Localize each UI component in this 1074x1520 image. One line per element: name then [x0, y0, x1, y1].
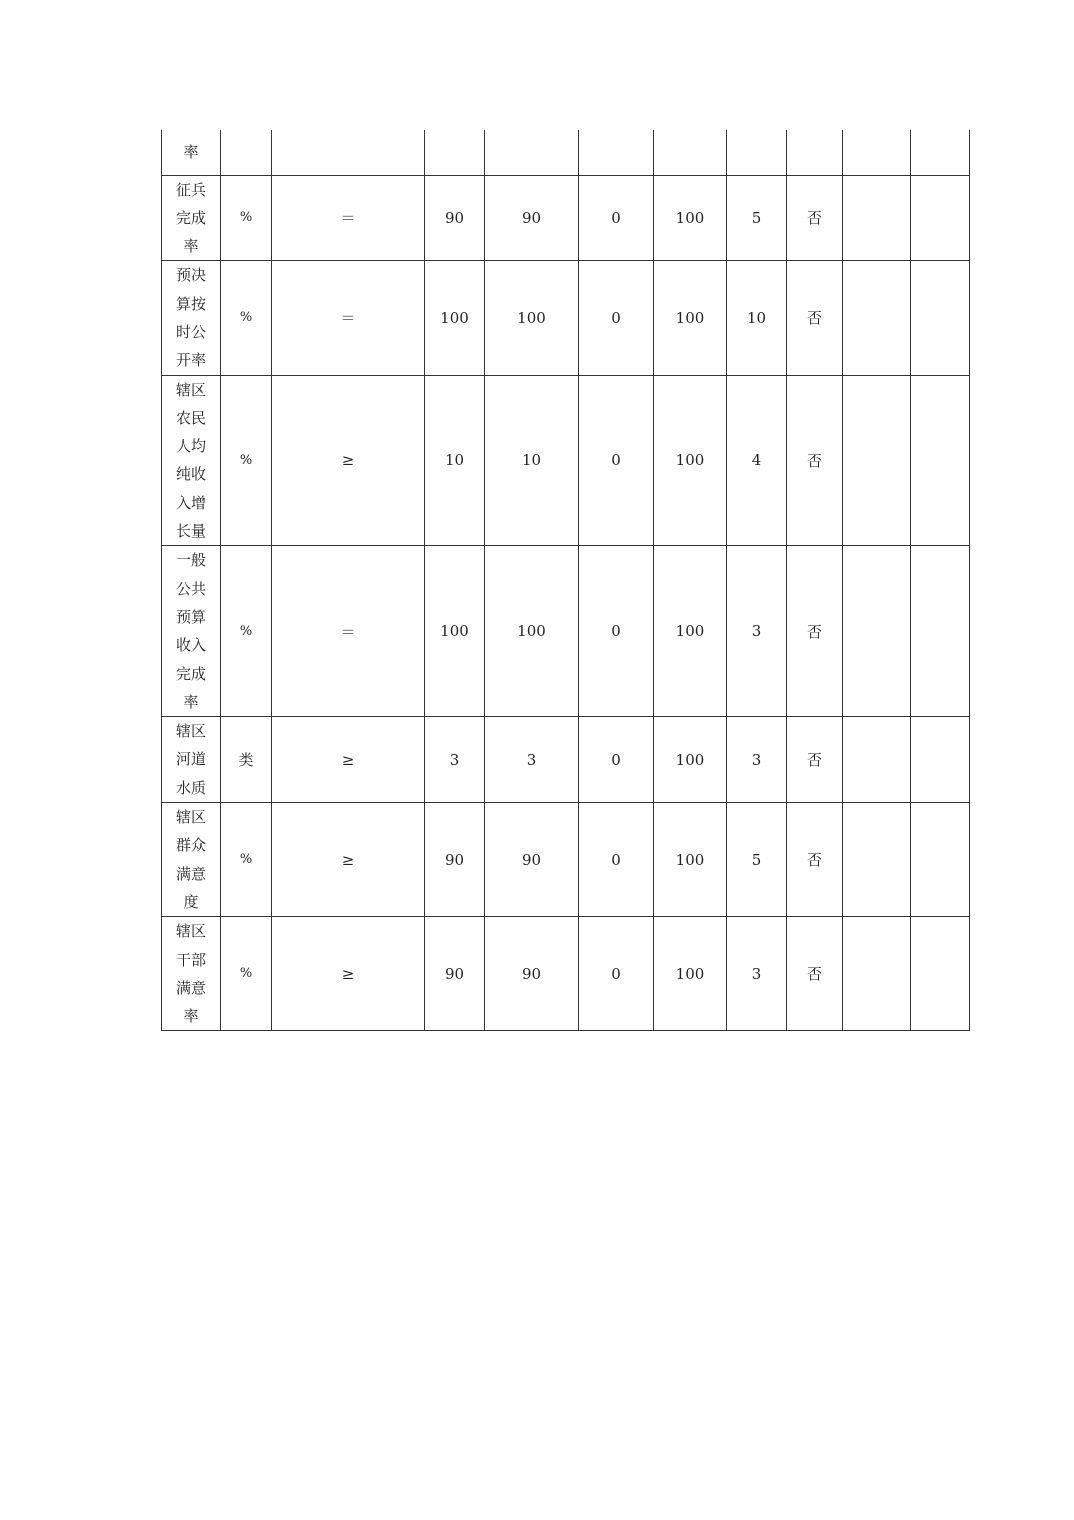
- comparator-cell: ≥: [272, 375, 425, 546]
- indicator-name-line: 河道: [175, 750, 206, 769]
- indicator-name-line: 水质: [175, 778, 206, 797]
- empty-cell: [843, 261, 911, 375]
- deviation-cell: 0: [579, 175, 654, 261]
- comparator-cell: ＝: [272, 261, 425, 375]
- completion-cell: 100: [654, 175, 727, 261]
- target-value-cell: 90: [425, 175, 485, 261]
- weight-cell: 3: [727, 717, 787, 803]
- indicator-name-line: 辖区: [175, 808, 206, 827]
- indicator-name-line: 人均: [175, 437, 206, 456]
- table-row: [162, 803, 970, 917]
- comparator-cell: ＝: [272, 546, 425, 717]
- comparator-cell: ≥: [272, 717, 425, 803]
- deviation-cell: 0: [579, 803, 654, 917]
- indicator-name-line: 公共: [175, 579, 206, 598]
- indicator-name-line: 开率: [175, 351, 206, 370]
- indicator-name-line: 度: [183, 892, 199, 911]
- table-row: [162, 261, 970, 375]
- target-value-cell: [425, 130, 485, 175]
- deviation-cell: 0: [579, 917, 654, 1031]
- unit-cell: %: [221, 803, 272, 917]
- weight-cell: 5: [727, 803, 787, 917]
- unit-cell: %: [221, 546, 272, 717]
- indicator-name-line: 满意: [175, 864, 206, 883]
- table-row: [162, 375, 970, 546]
- unit-cell: %: [221, 917, 272, 1031]
- indicator-name-line: 辖区: [175, 922, 206, 941]
- actual-value-cell: 100: [485, 546, 579, 717]
- target-value-cell: 100: [425, 546, 485, 717]
- actual-value-cell: 90: [485, 917, 579, 1031]
- indicator-name-line: 完成: [175, 664, 206, 683]
- weight-cell: 5: [727, 175, 787, 261]
- unit-cell: %: [221, 175, 272, 261]
- actual-value-cell: 90: [485, 803, 579, 917]
- indicator-name-line: 率: [183, 143, 199, 162]
- completion-cell: 100: [654, 917, 727, 1031]
- empty-cell: [911, 130, 970, 175]
- indicator-name-line: 率: [183, 1007, 199, 1026]
- table-row: [162, 175, 970, 261]
- deviation-cell: 0: [579, 717, 654, 803]
- deviation-cell: 0: [579, 375, 654, 546]
- weight-cell: 10: [727, 261, 787, 375]
- indicator-name-line: 群众: [175, 836, 206, 855]
- target-value-cell: 100: [425, 261, 485, 375]
- empty-cell: [843, 130, 911, 175]
- flag-cell: 否: [787, 175, 843, 261]
- unit-cell: %: [221, 261, 272, 375]
- unit-cell: [221, 130, 272, 175]
- actual-value-cell: [485, 130, 579, 175]
- indicator-name-line: 满意: [175, 978, 206, 997]
- completion-cell: 100: [654, 803, 727, 917]
- completion-cell: [654, 130, 727, 175]
- indicator-name-line: 辖区: [175, 722, 206, 741]
- weight-cell: 4: [727, 375, 787, 546]
- indicator-name-line: 完成: [175, 208, 206, 227]
- actual-value-cell: 90: [485, 175, 579, 261]
- weight-cell: [727, 130, 787, 175]
- indicator-name-cell: [162, 803, 221, 917]
- flag-cell: 否: [787, 917, 843, 1031]
- indicator-name-cell: [162, 175, 221, 261]
- empty-cell: [843, 803, 911, 917]
- weight-cell: 3: [727, 917, 787, 1031]
- flag-cell: 否: [787, 261, 843, 375]
- target-value-cell: 90: [425, 803, 485, 917]
- indicator-name-line: 纯收: [175, 465, 206, 484]
- target-value-cell: 3: [425, 717, 485, 803]
- deviation-cell: 0: [579, 546, 654, 717]
- comparator-cell: ≥: [272, 803, 425, 917]
- indicator-name-line: 率: [183, 692, 199, 711]
- empty-cell: [911, 917, 970, 1031]
- flag-cell: [787, 130, 843, 175]
- indicator-name-cell: [162, 717, 221, 803]
- comparator-cell: ＝: [272, 175, 425, 261]
- table-row: [162, 917, 970, 1031]
- table-row: [162, 546, 970, 717]
- indicator-name-line: 征兵: [175, 180, 206, 199]
- table-body: [162, 130, 970, 1031]
- target-value-cell: 10: [425, 375, 485, 546]
- empty-cell: [911, 546, 970, 717]
- empty-cell: [843, 175, 911, 261]
- completion-cell: 100: [654, 717, 727, 803]
- indicator-name-line: 辖区: [175, 380, 206, 399]
- completion-cell: 100: [654, 261, 727, 375]
- flag-cell: 否: [787, 803, 843, 917]
- empty-cell: [911, 375, 970, 546]
- empty-cell: [843, 546, 911, 717]
- unit-cell: %: [221, 375, 272, 546]
- indicator-name-line: 长量: [175, 522, 206, 541]
- weight-cell: 3: [727, 546, 787, 717]
- empty-cell: [911, 717, 970, 803]
- completion-cell: 100: [654, 546, 727, 717]
- comparator-cell: ≥: [272, 917, 425, 1031]
- indicator-name-line: 农民: [175, 408, 206, 427]
- empty-cell: [843, 375, 911, 546]
- indicator-name-line: 预决: [175, 266, 206, 285]
- empty-cell: [911, 175, 970, 261]
- performance-indicator-table: [161, 130, 970, 1031]
- comparator-cell: [272, 130, 425, 175]
- table-row: [162, 130, 970, 175]
- table-row: [162, 717, 970, 803]
- unit-cell: 类: [221, 717, 272, 803]
- indicator-name-line: 一般: [175, 551, 206, 570]
- flag-cell: 否: [787, 717, 843, 803]
- completion-cell: 100: [654, 375, 727, 546]
- indicator-name-line: 算按: [175, 294, 206, 313]
- flag-cell: 否: [787, 546, 843, 717]
- indicator-name-line: 入增: [175, 493, 206, 512]
- indicator-name-line: 收入: [175, 636, 206, 655]
- indicator-name-line: 时公: [175, 322, 206, 341]
- empty-cell: [911, 803, 970, 917]
- target-value-cell: 90: [425, 917, 485, 1031]
- empty-cell: [911, 261, 970, 375]
- flag-cell: 否: [787, 375, 843, 546]
- actual-value-cell: 10: [485, 375, 579, 546]
- indicator-name-cell: [162, 130, 221, 175]
- indicator-name-cell: [162, 375, 221, 546]
- indicator-name-line: 率: [183, 237, 199, 256]
- indicator-name-cell: [162, 917, 221, 1031]
- deviation-cell: [579, 130, 654, 175]
- indicator-name-line: 预算: [175, 607, 206, 626]
- indicator-name-cell: [162, 261, 221, 375]
- deviation-cell: 0: [579, 261, 654, 375]
- indicator-name-cell: [162, 546, 221, 717]
- indicator-name-line: 干部: [175, 950, 206, 969]
- empty-cell: [843, 917, 911, 1031]
- actual-value-cell: 100: [485, 261, 579, 375]
- empty-cell: [843, 717, 911, 803]
- actual-value-cell: 3: [485, 717, 579, 803]
